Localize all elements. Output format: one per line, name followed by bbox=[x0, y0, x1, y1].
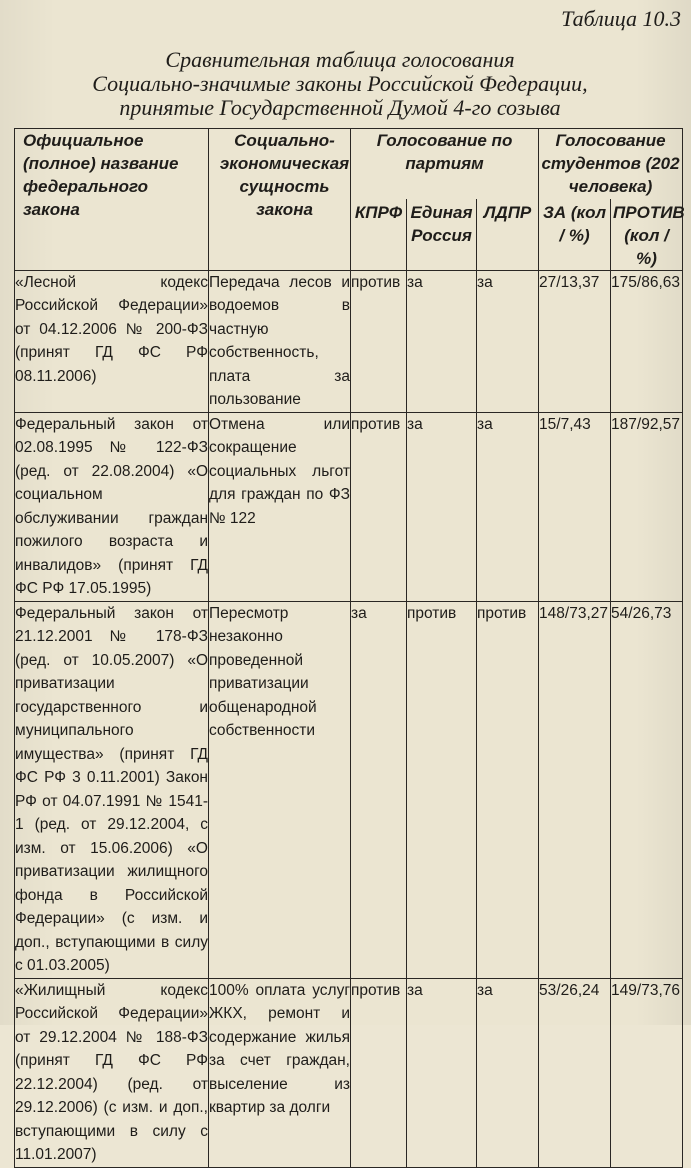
table-title bbox=[90, 48, 590, 120]
table-row bbox=[15, 270, 683, 412]
students-protiv: 187/92,57 bbox=[611, 412, 683, 601]
header-student-vote: Голосование студентов (202 человека) bbox=[539, 129, 683, 199]
vote-ldpr: за bbox=[477, 270, 539, 412]
law-name: Федеральный закон от 02.08.1995 № 122-ФЗ (ред. от 22.08.2004) «О социальном обслуживании граждан пожилого возраста и инвалидов» (принят ГД ФС РФ 17.05.1995) bbox=[15, 412, 209, 601]
vote-ldpr: за bbox=[477, 412, 539, 601]
header-row-1 bbox=[15, 129, 683, 199]
header-law: Официальное (полное) название федерального закона bbox=[15, 129, 209, 271]
vote-ldpr: против bbox=[477, 601, 539, 978]
law-name: «Лесной кодекс Российской Федерации» от 04.12.2006 № 200-ФЗ (принят ГД ФС РФ 08.11.2006) bbox=[15, 270, 209, 412]
table-row bbox=[15, 412, 683, 601]
vote-ldpr: за bbox=[477, 978, 539, 1167]
students-za: 15/7,43 bbox=[539, 412, 611, 601]
table-row bbox=[15, 978, 683, 1167]
voting-table bbox=[14, 128, 683, 1168]
law-name: «Жилищный кодекс Российской Федерации» от 29.12.2004 № 188-ФЗ (принят ГД ФС РФ 22.12.2004) (ред. от 29.12.2006) (с изм. и доп., вступающими в силу с 11.01.2007) bbox=[15, 978, 209, 1167]
header-ldpr: ЛДПР bbox=[477, 199, 539, 271]
students-za: 27/13,37 bbox=[539, 270, 611, 412]
students-protiv: 149/73,76 bbox=[611, 978, 683, 1167]
law-essence: Отмена или сокращение социальных льгот для граждан по ФЗ № 122 bbox=[209, 412, 351, 601]
header-kprf: КПРФ bbox=[351, 199, 407, 271]
students-za: 53/26,24 bbox=[539, 978, 611, 1167]
students-za: 148/73,27 bbox=[539, 601, 611, 978]
table-row bbox=[15, 601, 683, 978]
title-line-1: Сравнительная таблица голосования bbox=[165, 47, 515, 72]
table-number: Таблица 10.3 bbox=[561, 6, 681, 31]
header-protiv: ПРОТИВ (кол / %) bbox=[611, 199, 683, 271]
law-essence: Пересмотр незаконно проведенной приватизации общенародной собственности bbox=[209, 601, 351, 978]
vote-kprf: против bbox=[351, 978, 407, 1167]
vote-er: против bbox=[407, 601, 477, 978]
students-protiv: 54/26,73 bbox=[611, 601, 683, 978]
law-name: Федеральный закон от 21.12.2001 № 178-ФЗ (ред. от 10.05.2007) «О приватизации государственного и муниципального имущества» (принят ГД ФС РФ 3 0.11.2001) Закон РФ от 04.07.1991 № 1541-1 (ред. от 29.12.2004, с изм. от 15.06.2006) «О приватизации жилищного фонда в Российской Федерации» (с изм. и доп., вступающими в силу с 01.03.2005) bbox=[15, 601, 209, 978]
vote-kprf: против bbox=[351, 270, 407, 412]
vote-kprf: против bbox=[351, 412, 407, 601]
law-essence: 100% оплата услуг ЖКХ, ремонт и содержание жилья за счет граждан, выселение из квартир за долги bbox=[209, 978, 351, 1167]
header-essence: Социально-экономическая сущность закона bbox=[209, 129, 351, 271]
vote-er: за bbox=[407, 978, 477, 1167]
vote-er: за bbox=[407, 270, 477, 412]
header-za: ЗА (кол / %) bbox=[539, 199, 611, 271]
vote-kprf: за bbox=[351, 601, 407, 978]
students-protiv: 175/86,63 bbox=[611, 270, 683, 412]
law-essence: Передача лесов и водоемов в частную собственность, плата за пользование bbox=[209, 270, 351, 412]
header-party-vote: Голосование по партиям bbox=[351, 129, 539, 199]
vote-er: за bbox=[407, 412, 477, 601]
header-er: Единая Россия bbox=[407, 199, 477, 271]
title-line-2: Социально-значимые законы Российской Федерации, bbox=[92, 71, 588, 96]
title-line-3: принятые Государственной Думой 4-го созыва bbox=[119, 95, 561, 120]
